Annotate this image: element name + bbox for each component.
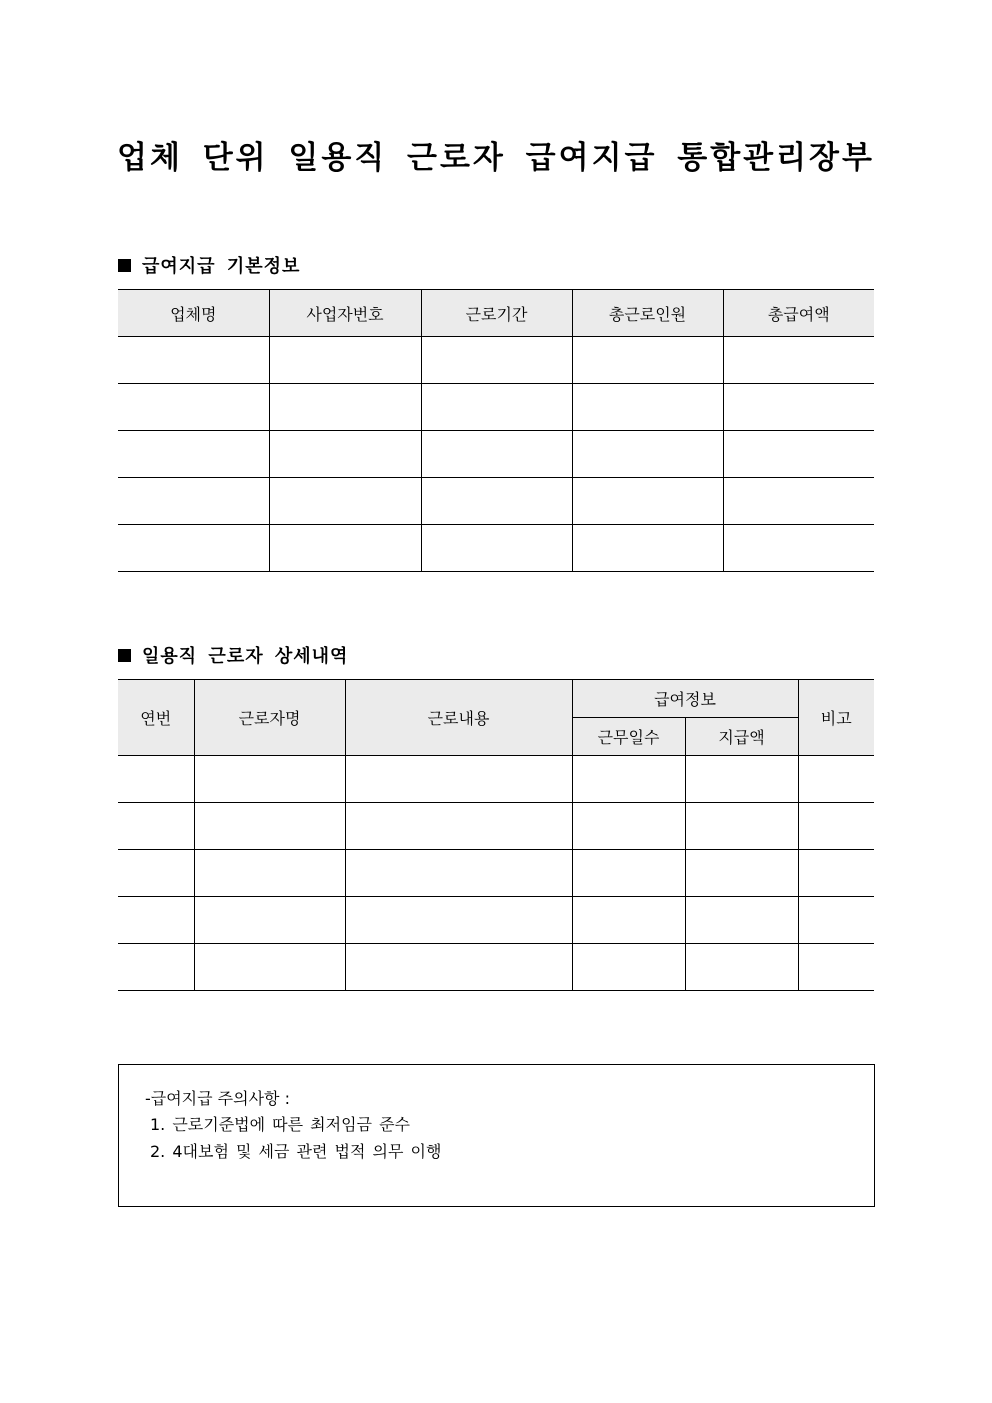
table-cell[interactable] [194, 897, 345, 944]
table-cell[interactable] [723, 384, 874, 431]
table-row [118, 897, 874, 944]
table-cell[interactable] [345, 756, 572, 803]
table-cell[interactable] [269, 337, 421, 384]
table-cell[interactable] [685, 944, 798, 991]
table-cell[interactable] [572, 431, 723, 478]
column-header-business-number: 사업자번호 [269, 290, 421, 337]
table-cell[interactable] [118, 897, 194, 944]
column-header-serial: 연번 [118, 680, 194, 756]
worker-detail-table [118, 679, 874, 991]
column-header-company-name: 업체명 [118, 290, 269, 337]
table-cell[interactable] [798, 850, 874, 897]
table-cell[interactable] [118, 337, 269, 384]
table-row [118, 384, 874, 431]
table-cell[interactable] [572, 478, 723, 525]
table-cell[interactable] [572, 525, 723, 572]
table-cell[interactable] [572, 897, 685, 944]
table-cell[interactable] [685, 803, 798, 850]
table-cell[interactable] [685, 850, 798, 897]
table-cell[interactable] [345, 803, 572, 850]
table-row [118, 850, 874, 897]
column-header-worker-name: 근로자명 [194, 680, 345, 756]
table-cell[interactable] [572, 803, 685, 850]
table-row [118, 431, 874, 478]
payment-notes-box [118, 1064, 875, 1207]
table-cell[interactable] [421, 478, 572, 525]
table-cell[interactable] [345, 850, 572, 897]
table-cell[interactable] [118, 803, 194, 850]
table-cell[interactable] [269, 478, 421, 525]
table-cell[interactable] [345, 944, 572, 991]
note-item: 1. 근로기준법에 따른 최저임금 준수 [150, 1115, 410, 1134]
table-cell[interactable] [269, 384, 421, 431]
table-cell[interactable] [345, 897, 572, 944]
table-cell[interactable] [118, 384, 269, 431]
column-header-total-pay: 총급여액 [723, 290, 874, 337]
table-cell[interactable] [798, 897, 874, 944]
table-row [118, 944, 874, 991]
table-row [118, 337, 874, 384]
square-bullet-icon [118, 649, 131, 662]
table-cell[interactable] [269, 431, 421, 478]
table-cell[interactable] [572, 850, 685, 897]
table-cell[interactable] [723, 525, 874, 572]
table-row [118, 803, 874, 850]
table-cell[interactable] [723, 337, 874, 384]
column-header-work-days: 근무일수 [572, 718, 685, 756]
table-row [118, 756, 874, 803]
basic-info-table [118, 289, 874, 572]
table-cell[interactable] [572, 384, 723, 431]
table-cell[interactable] [194, 850, 345, 897]
note-item: 2. 4대보험 및 세금 관련 법적 의무 이행 [150, 1142, 442, 1161]
table-cell[interactable] [118, 478, 269, 525]
table-cell[interactable] [421, 384, 572, 431]
table-cell[interactable] [421, 431, 572, 478]
notes-title: -급여지급 주의사항 : [145, 1089, 290, 1108]
table-cell[interactable] [723, 478, 874, 525]
column-header-pay-amount: 지급액 [685, 718, 798, 756]
square-bullet-icon [118, 259, 131, 272]
table-cell[interactable] [194, 803, 345, 850]
table-cell[interactable] [421, 525, 572, 572]
table-cell[interactable] [572, 756, 685, 803]
table-cell[interactable] [118, 756, 194, 803]
table-cell[interactable] [572, 944, 685, 991]
page-title: 업체 단위 일용직 근로자 급여지급 통합관리장부 [117, 140, 875, 176]
table-cell[interactable] [118, 850, 194, 897]
column-header-total-workers: 총근로인원 [572, 290, 723, 337]
table-cell[interactable] [798, 944, 874, 991]
detail-header-row [118, 680, 874, 718]
table-cell[interactable] [798, 756, 874, 803]
table-cell[interactable] [194, 944, 345, 991]
table-cell[interactable] [421, 337, 572, 384]
table-cell[interactable] [194, 756, 345, 803]
section-heading-label: 일용직 근로자 상세내역 [142, 646, 349, 667]
section-heading-worker-detail [118, 642, 348, 668]
column-header-pay-info: 급여정보 [572, 680, 798, 718]
table-cell[interactable] [269, 525, 421, 572]
table-cell[interactable] [685, 897, 798, 944]
column-header-remarks: 비고 [798, 680, 874, 756]
table-cell[interactable] [798, 803, 874, 850]
table-row [118, 478, 874, 525]
table-cell[interactable] [118, 944, 194, 991]
section-heading-label: 급여지급 기본정보 [142, 256, 301, 277]
table-cell[interactable] [723, 431, 874, 478]
column-header-work-content: 근로내용 [345, 680, 572, 756]
section-heading-basic-info [118, 252, 300, 278]
table-cell[interactable] [572, 337, 723, 384]
basic-info-header-row [118, 290, 874, 337]
table-cell[interactable] [118, 431, 269, 478]
table-cell[interactable] [118, 525, 269, 572]
table-row [118, 525, 874, 572]
column-header-work-period: 근로기간 [421, 290, 572, 337]
table-cell[interactable] [685, 756, 798, 803]
